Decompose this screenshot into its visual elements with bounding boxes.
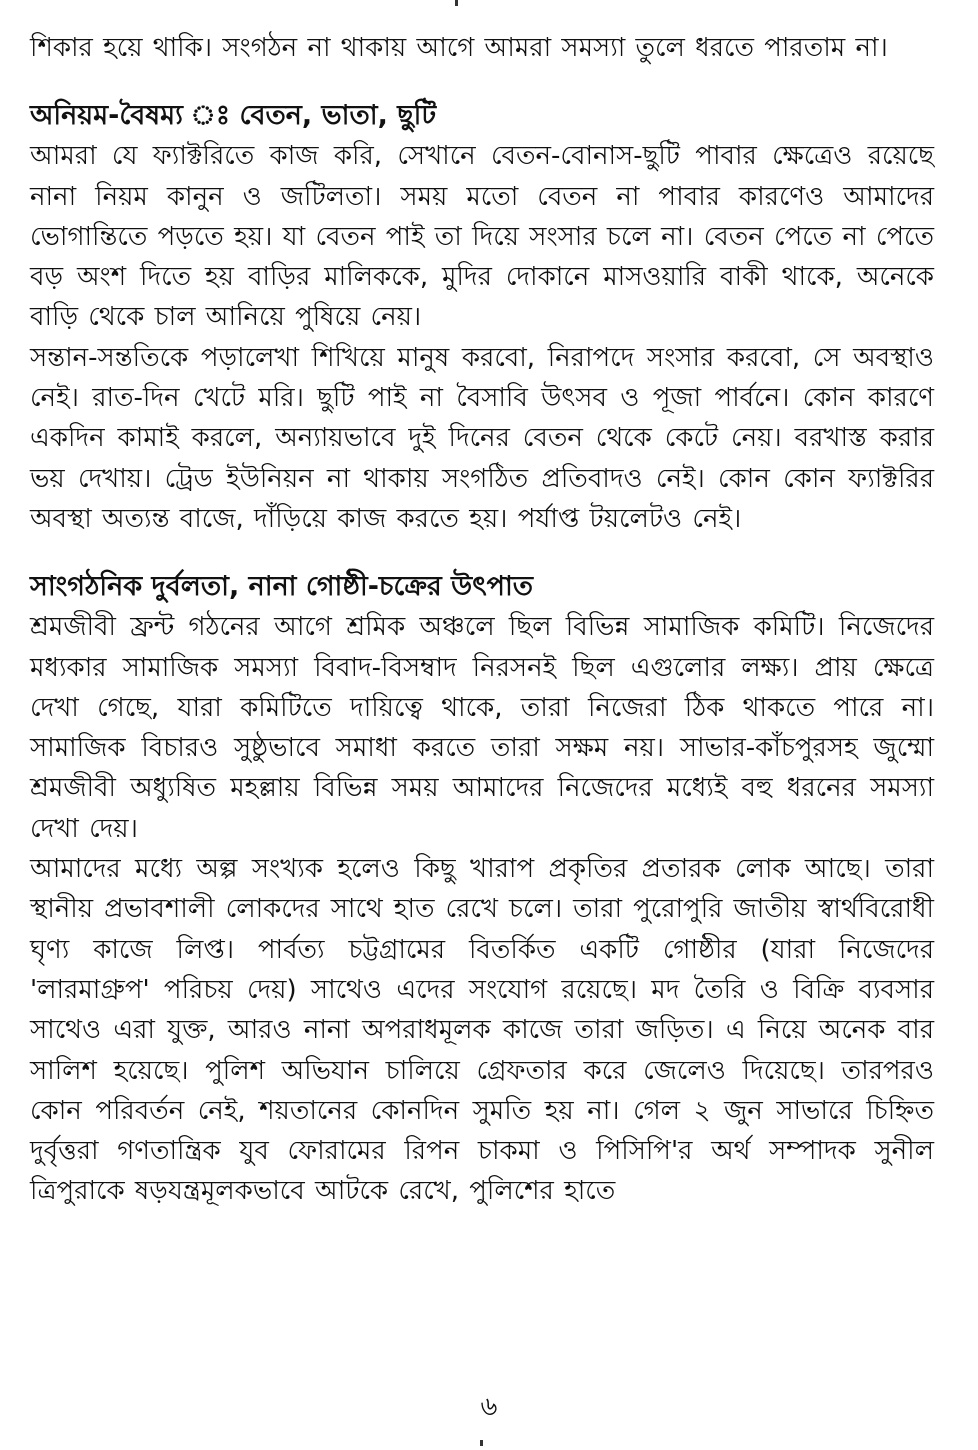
section-gap	[30, 68, 934, 96]
paragraph: সন্তান-সন্ততিকে পড়ালেখা শিখিয়ে মানুষ করবো, নিরাপদে সংসার করবো, সে অবস্থাও নেই। রাত-দিন খেটে মরি। ছুটি পাই না বৈসাবি উৎসব ও পূজা পার্বনে। কোন কারণে একদিন কামাই করলে, অন্যায়ভাবে দুই দিনের বেতন থেকে কেটে নেয়। বরখাস্ত করার ভয় দেখায়। ট্রেড ইউনিয়ন না থাকায় সংগঠিত প্রতিবাদও নেই। কোন কোন ফ্যাক্টরির অবস্থা অত্যন্ত বাজে, দাঁড়িয়ে কাজ করতে হয়। পর্যাপ্ত টয়লেটও নেই।	[30, 342, 934, 534]
section-gap	[30, 539, 934, 567]
intro-paragraph: শিকার হয়ে থাকি। সংগঠন না থাকায় আগে আমরা সমস্যা তুলে ধরতে পারতাম না।	[30, 33, 888, 63]
section-heading: সাংগঠনিক দুর্বলতা, নানা গোষ্ঠী-চক্রের উৎপাত	[30, 571, 534, 603]
paragraph: আমাদের মধ্যে অল্প সংখ্যক হলেও কিছু খারাপ প্রকৃতির প্রতারক লোক আছে। তারা স্থানীয় প্রভাবশালী লোকদের সাথে হাত রেখে চলে। তারা পুরোপুরি জাতীয় স্বার্থবিরোধী ঘৃণ্য কাজে লিপ্ত। পার্বত্য চট্টগ্রামের বিতর্কিত একটি গোষ্ঠীর (যারা নিজেদের 'লারমাগ্রুপ' পরিচয় দেয়) সাথেও এদের সংযোগ রয়েছে। মদ তৈরি ও বিক্রি ব্যবসার সাথেও এরা যুক্ত, আরও নানা অপরাধমূলক কাজে তারা জড়িত। এ নিয়ে অনেক বার সালিশ হয়েছে। পুলিশ অভিযান চালিয়ে গ্রেফতার করে জেলেও দিয়েছে। তারপরও কোন পরিবর্তন নেই, শয়তানের কোনদিন সুমতি হয় না। গেল ২ জুন সাভারে চিহ্নিত দুর্বৃত্তরা গণতান্ত্রিক যুব ফোরামের রিপন চাকমা ও পিসিপি'র অর্থ সম্পাদক সুনীল ত্রিপুরাকে ষড়যন্ত্রমূলকভাবে আটকে রেখে, পুলিশের হাতে	[30, 854, 934, 1207]
section-irregularities	[30, 96, 934, 539]
section-heading: অনিয়ম-বৈষম্য ঃ বেতন, ভাতা, ছুটি	[30, 100, 437, 132]
paragraph: শ্রমজীবী ফ্রন্ট গঠনের আগে শ্রমিক অঞ্চলে ছিল বিভিন্ন সামাজিক কমিটি। নিজেদের মধ্যকার সামাজিক সমস্যা বিবাদ-বিসম্বাদ নিরসনই ছিল এগুলোর লক্ষ্য। প্রায় ক্ষেত্রে দেখা গেছে, যারা কমিটিতে দায়িত্বে থাকে, তারা নিজেরা ঠিক থাকতে পারে না। সামাজিক বিচারও সুষ্ঠুভাবে সমাধা করতে তারা সক্ষম নয়। সাভার-কাঁচপুরসহ জুম্মো শ্রমজীবী অধ্যুষিত মহল্লায় বিভিন্ন সময় আমাদের নিজেদের মধ্যেই বহু ধরনের সমস্যা দেখা দেয়।	[30, 612, 934, 844]
paragraph: আমরা যে ফ্যাক্টরিতে কাজ করি, সেখানে বেতন-বোনাস-ছুটি পাবার ক্ষেত্রেও রয়েছে নানা নিয়ম কানুন ও জটিলতা। সময় মতো বেতন না পাবার কারণেও আমাদের ভোগান্তিতে পড়তে হয়। যা বেতন পাই তা দিয়ে সংসার চলে না। বেতন পেতে না পেতে বড় অংশ দিতে হয় বাড়ির মালিককে, মুদির দোকানে মাসওয়ারি বাকী থাকে, অনেকে বাড়ি থেকে চাল আনিয়ে পুষিয়ে নেয়।	[30, 141, 934, 333]
section-organizational-weakness	[30, 567, 934, 1211]
scan-mark-top	[455, 0, 458, 6]
page-number: ৬	[480, 1392, 498, 1422]
scan-mark-bottom	[480, 1440, 483, 1446]
